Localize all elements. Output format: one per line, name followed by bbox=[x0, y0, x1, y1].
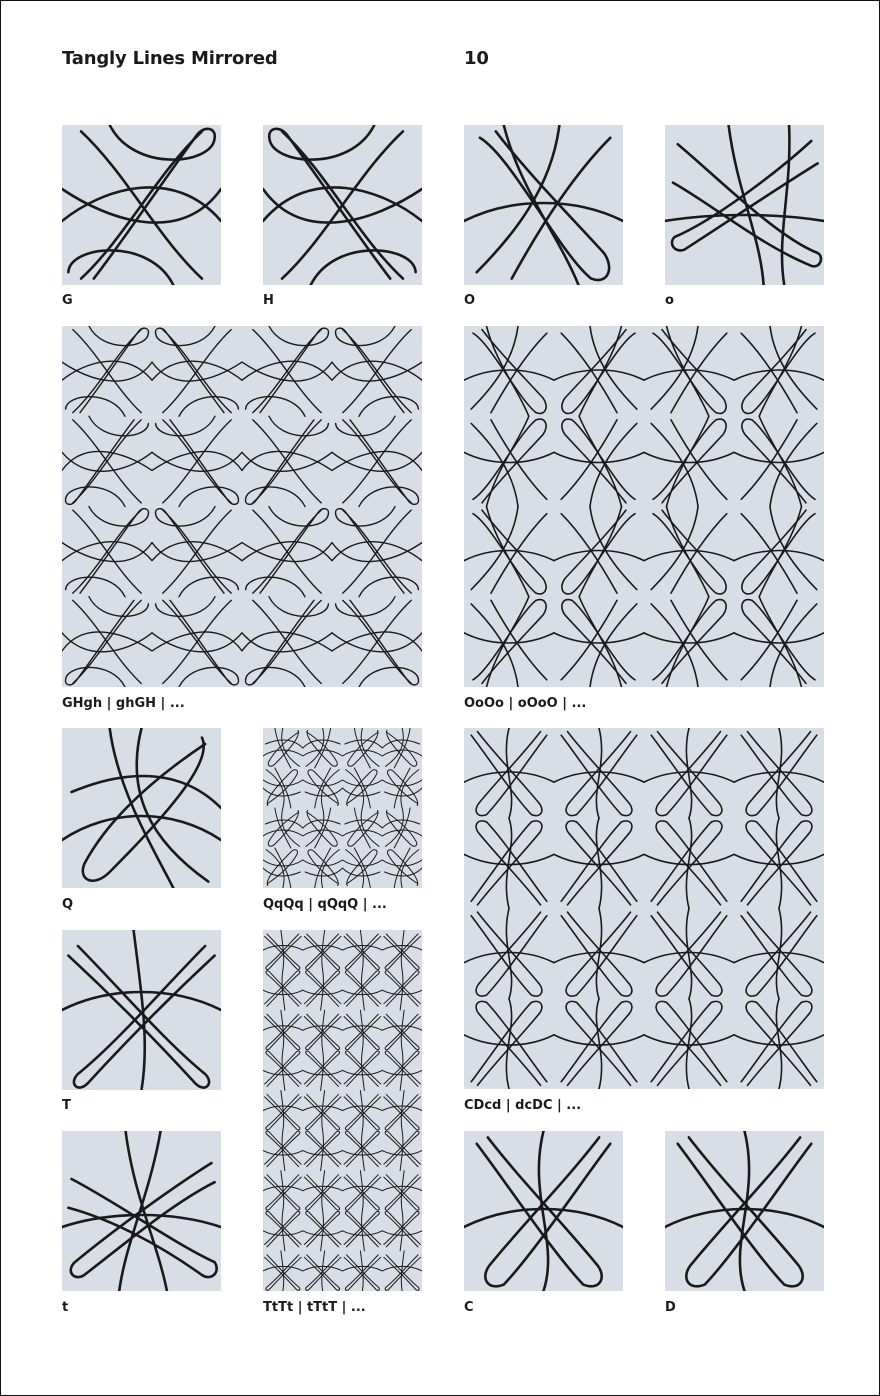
pattern-svg bbox=[62, 125, 221, 285]
motif-cell bbox=[382, 848, 422, 888]
tangly-line bbox=[246, 600, 314, 687]
motif-cell bbox=[303, 1131, 343, 1171]
motif-cell bbox=[644, 416, 734, 506]
tangly-line bbox=[653, 419, 726, 503]
tangly-line bbox=[742, 510, 815, 594]
tangly-line bbox=[80, 326, 148, 413]
tangly-line bbox=[596, 909, 601, 999]
tangly-line bbox=[562, 330, 635, 414]
pattern-svg bbox=[62, 930, 221, 1090]
tangly-line bbox=[653, 330, 726, 414]
tangly-line bbox=[126, 1131, 167, 1291]
tile-caption-Q: Q bbox=[62, 897, 74, 912]
pattern-svg bbox=[263, 728, 422, 888]
motif-cell bbox=[303, 1090, 343, 1130]
motif-cell bbox=[332, 507, 422, 597]
motif-cell bbox=[382, 1050, 422, 1090]
tangly-line bbox=[66, 397, 125, 417]
motif-cell bbox=[152, 326, 242, 416]
tangly-line bbox=[382, 820, 419, 828]
tangly-line bbox=[305, 868, 342, 876]
tile-caption-t: t bbox=[62, 1300, 69, 1315]
tangly-line bbox=[336, 326, 404, 413]
tangly-line bbox=[246, 420, 314, 507]
tangly-line bbox=[651, 604, 698, 687]
motif-cell bbox=[263, 1171, 303, 1211]
tangly-line bbox=[156, 416, 215, 436]
tangly-line bbox=[311, 250, 416, 285]
tangly-line bbox=[359, 577, 418, 597]
tangly-line bbox=[776, 818, 781, 908]
tangly-line bbox=[686, 728, 691, 818]
motif-cell bbox=[554, 818, 644, 908]
motif-cell bbox=[644, 728, 734, 818]
motif-cell bbox=[734, 728, 824, 818]
tangly-line bbox=[653, 510, 726, 594]
motif-cell bbox=[554, 597, 644, 687]
motif-cell bbox=[303, 848, 343, 888]
tangly-line bbox=[269, 416, 328, 436]
motif-cell bbox=[343, 808, 383, 848]
motif-cell bbox=[332, 326, 422, 416]
tile-caption-o: o bbox=[665, 293, 674, 308]
pattern-svg bbox=[464, 728, 824, 1089]
tile-caption-O: O bbox=[464, 293, 476, 308]
motif-cell bbox=[382, 970, 422, 1010]
pattern-tile-C bbox=[464, 1131, 623, 1291]
motif-cell bbox=[382, 1131, 422, 1171]
tangly-line bbox=[385, 788, 422, 796]
motif-cell bbox=[343, 1010, 383, 1050]
tangly-line bbox=[506, 999, 511, 1089]
pattern-tile-D bbox=[665, 1131, 824, 1291]
motif-cell bbox=[464, 728, 554, 818]
motif-cell bbox=[263, 1131, 303, 1171]
motif-cell bbox=[242, 597, 332, 687]
motif-cell bbox=[303, 808, 343, 848]
motif-cell bbox=[263, 1251, 303, 1291]
tangly-line bbox=[770, 423, 817, 506]
pattern-svg bbox=[665, 125, 824, 285]
pattern-svg bbox=[62, 326, 422, 687]
tangly-line bbox=[305, 788, 342, 796]
motif-cell bbox=[343, 768, 383, 808]
motif-cell bbox=[554, 416, 644, 506]
motif-cell bbox=[734, 507, 824, 597]
tangly-line bbox=[590, 326, 637, 409]
motif-cell bbox=[62, 728, 221, 888]
tangly-line bbox=[269, 125, 390, 279]
tangly-line bbox=[382, 740, 419, 748]
motif-cell bbox=[303, 1171, 343, 1211]
motif-cell bbox=[644, 999, 734, 1089]
tangly-line bbox=[665, 215, 824, 221]
pattern-svg bbox=[464, 326, 824, 687]
tile-caption-C: C bbox=[464, 1300, 474, 1315]
tangly-line bbox=[156, 507, 224, 594]
motif-cell bbox=[554, 728, 644, 818]
tangly-line bbox=[506, 909, 511, 999]
tangly-line bbox=[246, 577, 305, 597]
motif-cell bbox=[382, 1090, 422, 1130]
tangly-line bbox=[471, 507, 518, 590]
motif-cell bbox=[152, 597, 242, 687]
motif-cell bbox=[734, 416, 824, 506]
tangly-line bbox=[776, 909, 781, 999]
motif-cell bbox=[263, 768, 303, 808]
motif-cell bbox=[644, 597, 734, 687]
motif-cell bbox=[242, 416, 332, 506]
motif-cell bbox=[62, 597, 152, 687]
motif-cell bbox=[303, 768, 343, 808]
tangly-line bbox=[480, 131, 609, 280]
motif-cell bbox=[665, 125, 824, 285]
pattern-svg bbox=[263, 125, 422, 285]
tangly-line bbox=[590, 604, 637, 687]
tangly-line bbox=[89, 597, 148, 617]
motif-cell bbox=[554, 999, 644, 1089]
motif-cell bbox=[62, 326, 152, 416]
tangly-line bbox=[742, 600, 815, 684]
motif-cell bbox=[382, 1211, 422, 1251]
motif-cell bbox=[62, 416, 152, 506]
pattern-svg bbox=[62, 1131, 221, 1291]
pattern-svg bbox=[464, 125, 623, 285]
tile-caption-T: T bbox=[62, 1098, 71, 1113]
tangly-line bbox=[506, 818, 511, 908]
pattern-tile-GHgh bbox=[62, 326, 422, 687]
tile-caption-H: H bbox=[263, 293, 274, 308]
tangly-line bbox=[265, 820, 302, 828]
tangly-line bbox=[345, 740, 382, 748]
tangly-line bbox=[471, 604, 518, 687]
tangly-line bbox=[265, 740, 302, 748]
motif-cell bbox=[263, 1050, 303, 1090]
motif-cell bbox=[382, 1010, 422, 1050]
tangly-line bbox=[473, 330, 546, 414]
motif-cell bbox=[554, 507, 644, 597]
tangly-line bbox=[651, 507, 698, 590]
motif-cell bbox=[343, 1131, 383, 1171]
motif-cell bbox=[263, 848, 303, 888]
motif-cell bbox=[303, 1050, 343, 1090]
motif-cell bbox=[382, 1171, 422, 1211]
tangly-line bbox=[471, 326, 518, 409]
tangly-line bbox=[260, 507, 328, 594]
tile-caption-G: G bbox=[62, 293, 73, 308]
pattern-tile-o bbox=[665, 125, 824, 285]
motif-cell bbox=[644, 326, 734, 416]
tangly-line bbox=[385, 868, 422, 876]
tangly-line bbox=[590, 423, 637, 506]
motif-cell bbox=[263, 1211, 303, 1251]
pattern-tile-CDcd bbox=[464, 728, 824, 1089]
tangly-line bbox=[471, 423, 518, 506]
motif-cell bbox=[464, 999, 554, 1089]
tangly-line bbox=[539, 1131, 548, 1291]
motif-cell bbox=[62, 125, 221, 285]
page-title: Tangly Lines Mirrored bbox=[62, 48, 278, 69]
motif-cell bbox=[242, 507, 332, 597]
tangly-line bbox=[350, 420, 418, 507]
tangly-line bbox=[596, 728, 601, 818]
tangly-line bbox=[80, 507, 148, 594]
motif-cell bbox=[464, 326, 554, 416]
motif-cell bbox=[382, 1251, 422, 1291]
tangly-line bbox=[770, 326, 817, 409]
tangly-line bbox=[156, 326, 224, 413]
motif-cell bbox=[554, 326, 644, 416]
motif-cell bbox=[665, 1131, 824, 1291]
motif-cell bbox=[263, 1090, 303, 1130]
motif-cell bbox=[343, 1211, 383, 1251]
motif-cell bbox=[464, 507, 554, 597]
tangly-line bbox=[89, 416, 148, 436]
tangly-line bbox=[596, 999, 601, 1089]
tangly-line bbox=[170, 420, 238, 507]
motif-cell bbox=[382, 930, 422, 970]
tangly-line bbox=[473, 510, 546, 594]
tangly-line bbox=[742, 419, 815, 503]
tile-caption-OoOo: OoOo | oOoO | ... bbox=[464, 696, 587, 711]
motif-cell bbox=[343, 1090, 383, 1130]
tangly-line bbox=[477, 125, 560, 272]
tangly-line bbox=[170, 600, 238, 687]
tangly-line bbox=[66, 420, 134, 507]
pattern-tile-OoOo bbox=[464, 326, 824, 687]
tangly-line bbox=[336, 507, 404, 594]
motif-cell bbox=[343, 1050, 383, 1090]
motif-cell bbox=[734, 818, 824, 908]
motif-cell bbox=[343, 848, 383, 888]
motif-cell bbox=[644, 507, 734, 597]
motif-cell bbox=[152, 416, 242, 506]
motif-cell bbox=[263, 728, 303, 768]
motif-cell bbox=[303, 970, 343, 1010]
motif-cell bbox=[303, 930, 343, 970]
motif-cell bbox=[62, 930, 221, 1090]
motif-cell bbox=[464, 416, 554, 506]
pattern-svg bbox=[464, 1131, 623, 1291]
pattern-tile-O bbox=[464, 125, 623, 285]
tangly-line bbox=[246, 397, 305, 417]
tangly-line bbox=[686, 818, 691, 908]
tangly-line bbox=[776, 728, 781, 818]
motif-cell bbox=[152, 507, 242, 597]
motif-cell bbox=[464, 125, 623, 285]
tangly-line bbox=[263, 788, 300, 796]
tangly-line bbox=[345, 820, 382, 828]
tangly-line bbox=[653, 600, 726, 684]
tangly-line bbox=[94, 125, 215, 279]
motif-cell bbox=[644, 909, 734, 999]
tangly-line bbox=[336, 416, 395, 436]
tangly-line bbox=[263, 868, 300, 876]
tangly-line bbox=[260, 326, 328, 413]
motif-cell bbox=[303, 728, 343, 768]
motif-cell bbox=[382, 808, 422, 848]
pattern-tile-QqQq bbox=[263, 728, 422, 888]
tile-caption-CDcd: CDcd | dcDC | ... bbox=[464, 1098, 582, 1113]
pattern-tile-Q bbox=[62, 728, 221, 888]
motif-cell bbox=[343, 970, 383, 1010]
tangly-line bbox=[686, 909, 691, 999]
tangly-line bbox=[156, 597, 215, 617]
pattern-tile-H bbox=[263, 125, 422, 285]
motif-cell bbox=[644, 818, 734, 908]
tangly-line bbox=[303, 820, 340, 828]
tangly-line bbox=[770, 604, 817, 687]
motif-cell bbox=[554, 909, 644, 999]
motif-cell bbox=[303, 1211, 343, 1251]
tangly-line bbox=[473, 600, 546, 684]
tangly-line bbox=[269, 597, 328, 617]
motif-cell bbox=[734, 326, 824, 416]
motif-cell bbox=[332, 597, 422, 687]
tangly-line bbox=[473, 419, 546, 503]
pattern-tile-TtTt bbox=[263, 930, 422, 1291]
tile-caption-D: D bbox=[665, 1300, 676, 1315]
pattern-tile-G bbox=[62, 125, 221, 285]
page-number: 10 bbox=[464, 48, 489, 69]
tangly-line bbox=[776, 999, 781, 1089]
tangly-line bbox=[562, 510, 635, 594]
tangly-line bbox=[686, 999, 691, 1089]
motif-cell bbox=[263, 970, 303, 1010]
tile-caption-TtTt: TtTt | tTtT | ... bbox=[263, 1300, 366, 1315]
motif-cell bbox=[734, 999, 824, 1089]
motif-cell bbox=[343, 1251, 383, 1291]
tile-caption-QqQq: QqQq | qQqQ | ... bbox=[263, 897, 387, 912]
tangly-line bbox=[590, 507, 637, 590]
tangly-line bbox=[742, 330, 815, 414]
motif-cell bbox=[62, 507, 152, 597]
pattern-svg bbox=[62, 728, 221, 888]
pattern-tile-T bbox=[62, 930, 221, 1090]
tangly-line bbox=[506, 728, 511, 818]
motif-cell bbox=[263, 930, 303, 970]
tangly-line bbox=[562, 419, 635, 503]
tangly-line bbox=[72, 776, 221, 808]
tile-caption-GHgh: GHgh | ghGH | ... bbox=[62, 696, 185, 711]
tangly-line bbox=[651, 423, 698, 506]
motif-cell bbox=[464, 1131, 623, 1291]
motif-cell bbox=[734, 909, 824, 999]
tangly-line bbox=[336, 597, 395, 617]
motif-cell bbox=[242, 326, 332, 416]
tangly-line bbox=[740, 1131, 749, 1291]
motif-cell bbox=[382, 768, 422, 808]
tangly-line bbox=[770, 507, 817, 590]
motif-cell bbox=[343, 930, 383, 970]
motif-cell bbox=[464, 597, 554, 687]
tangly-line bbox=[359, 397, 418, 417]
motif-cell bbox=[343, 728, 383, 768]
tangly-line bbox=[343, 788, 380, 796]
tangly-line bbox=[68, 250, 173, 285]
motif-cell bbox=[382, 728, 422, 768]
tangly-line bbox=[651, 326, 698, 409]
motif-cell bbox=[263, 125, 422, 285]
tangly-line bbox=[782, 125, 789, 285]
tangly-line bbox=[179, 577, 238, 597]
motif-cell bbox=[263, 808, 303, 848]
pattern-svg bbox=[665, 1131, 824, 1291]
tangly-line bbox=[66, 600, 134, 687]
motif-cell bbox=[62, 1131, 221, 1291]
tangly-line bbox=[562, 600, 635, 684]
motif-cell bbox=[303, 1010, 343, 1050]
motif-cell bbox=[464, 818, 554, 908]
motif-cell bbox=[464, 909, 554, 999]
tangly-line bbox=[596, 818, 601, 908]
tangly-line bbox=[350, 600, 418, 687]
tangly-line bbox=[343, 868, 380, 876]
tangly-line bbox=[729, 125, 764, 285]
tangly-line bbox=[179, 397, 238, 417]
motif-cell bbox=[263, 1010, 303, 1050]
motif-cell bbox=[303, 1251, 343, 1291]
tangly-line bbox=[303, 740, 340, 748]
tangly-line bbox=[66, 577, 125, 597]
motif-cell bbox=[734, 597, 824, 687]
pattern-tile-t bbox=[62, 1131, 221, 1291]
motif-cell bbox=[332, 416, 422, 506]
motif-cell bbox=[343, 1171, 383, 1211]
pattern-svg bbox=[263, 930, 422, 1291]
